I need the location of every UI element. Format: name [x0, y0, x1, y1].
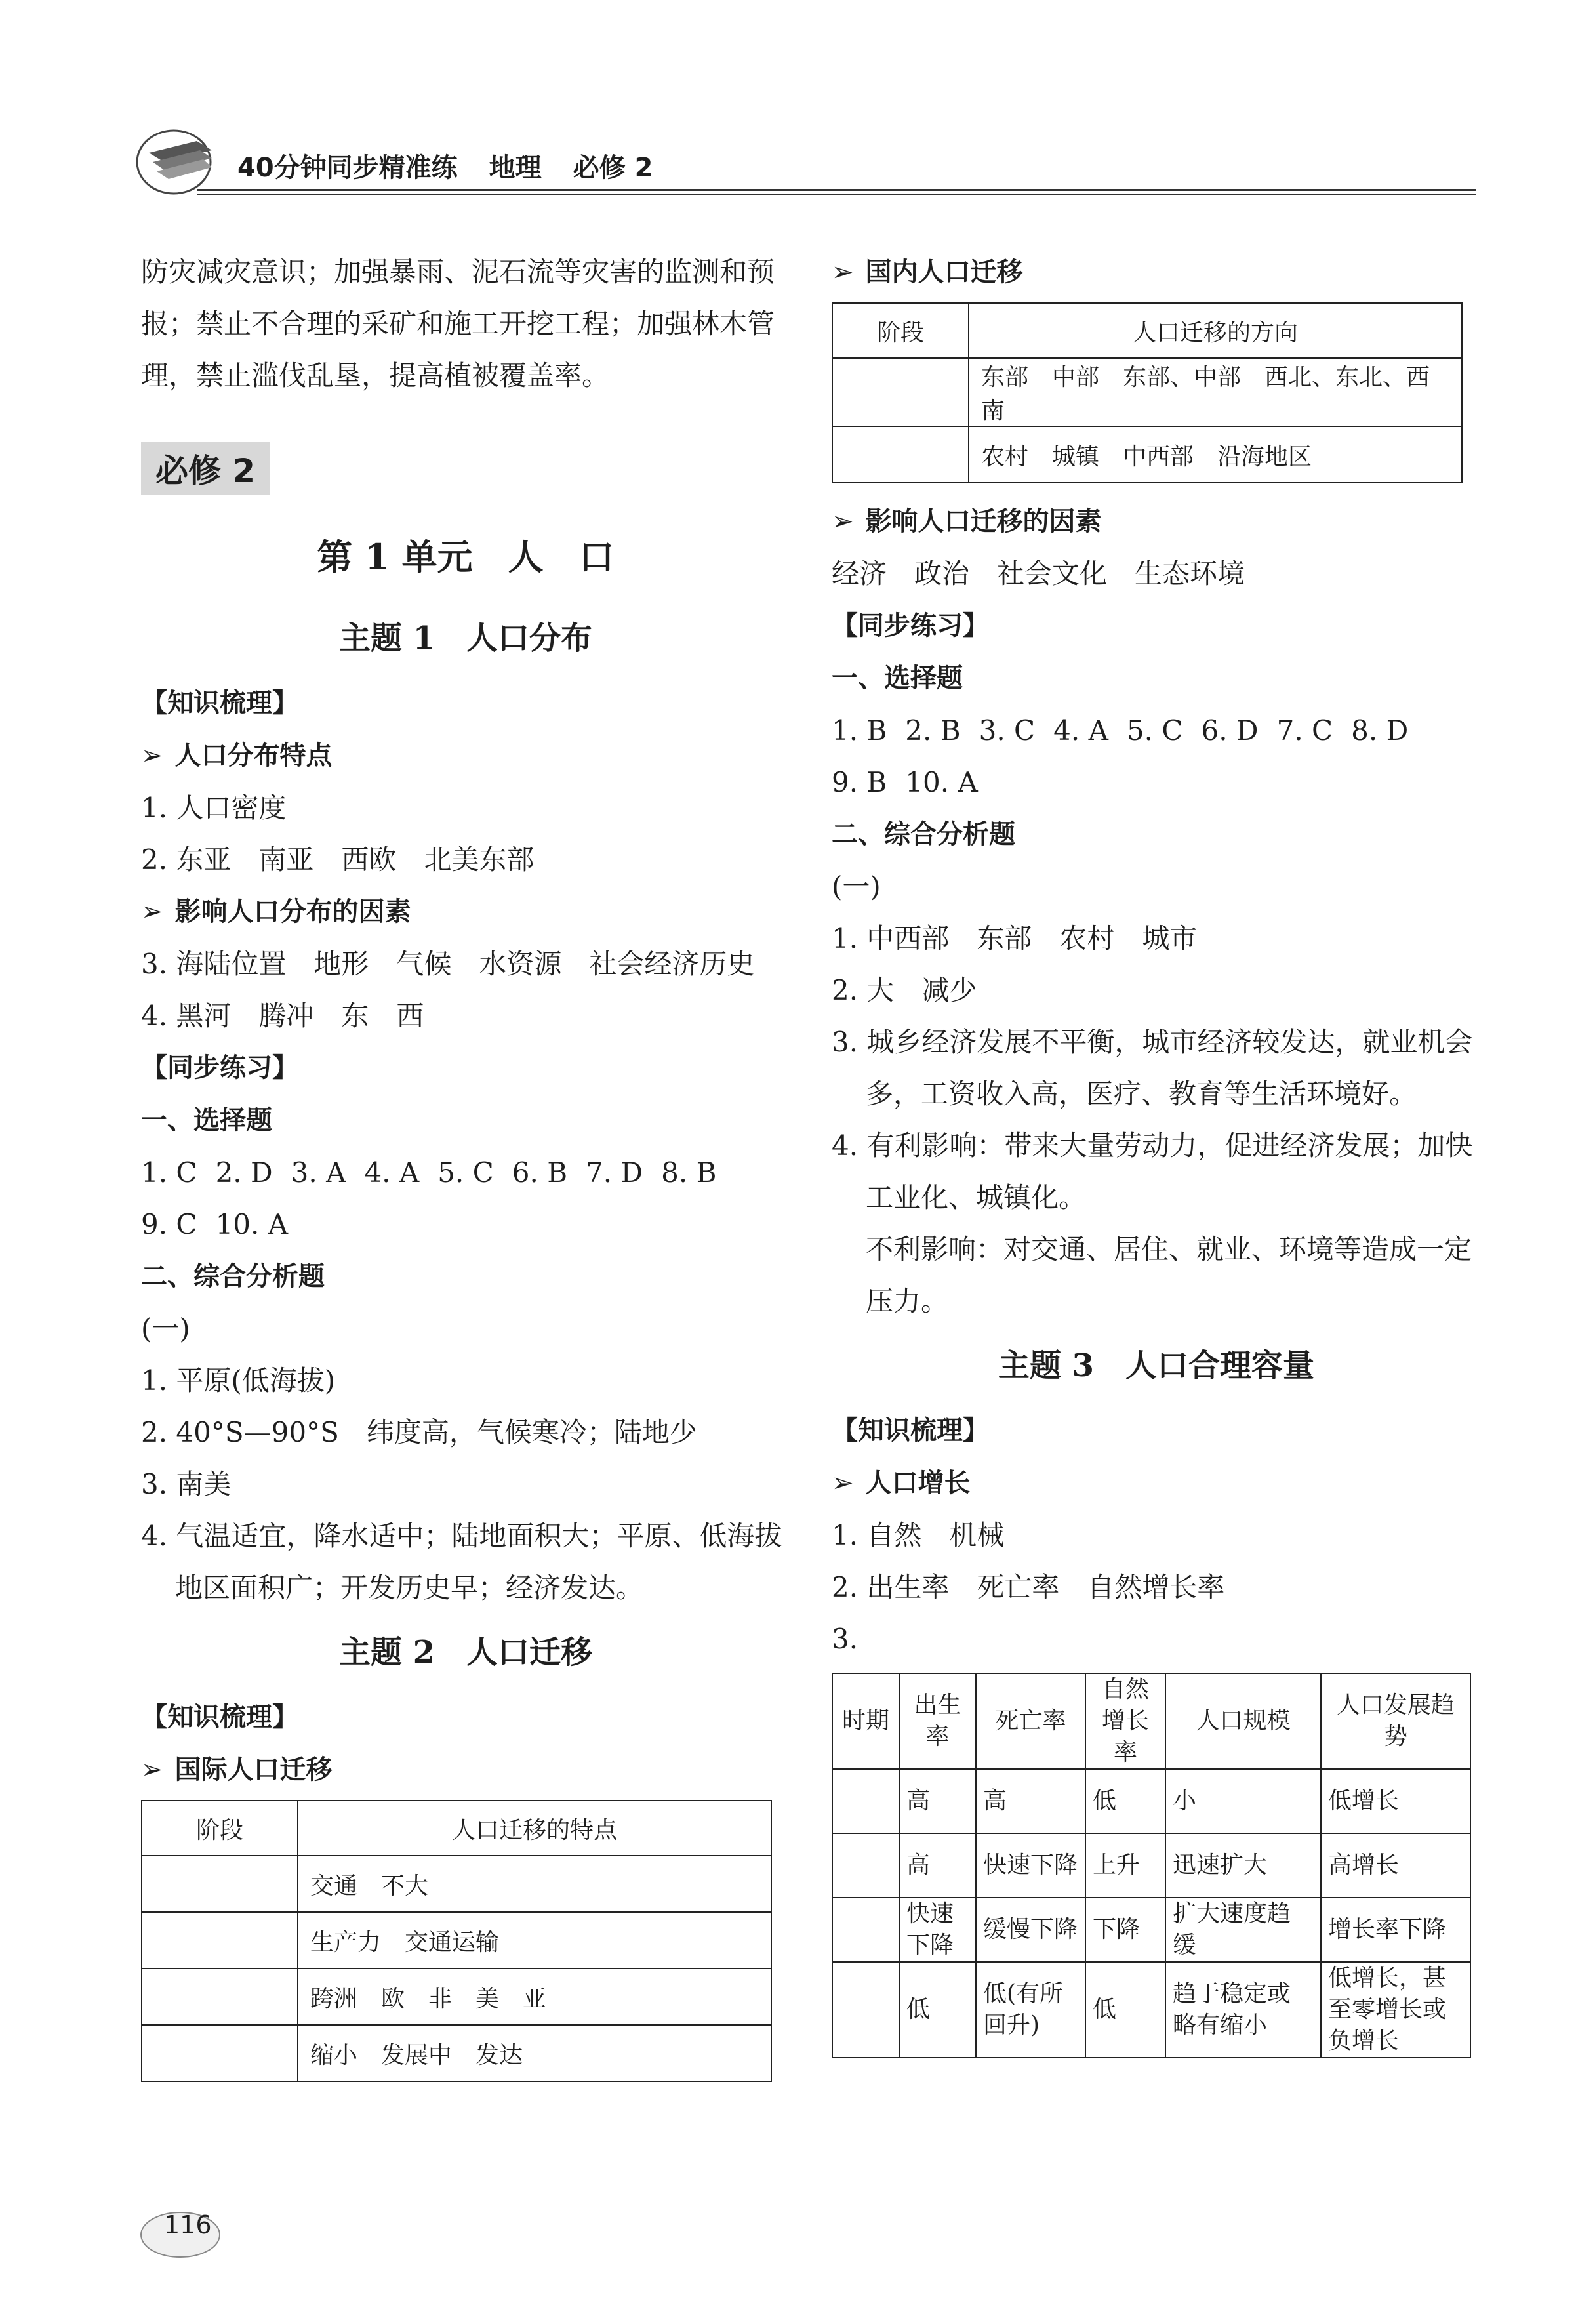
table-row	[832, 426, 1462, 483]
topic-1-title: 主题 1 人口分布	[338, 620, 593, 657]
bullet-international-migration: ➢ 国际人口迁移	[141, 1743, 790, 1796]
answer-g1: 1. 自然 机械	[832, 1519, 1005, 1551]
answer-a2: 2. 大 减少	[832, 974, 977, 1006]
table-header: 阶段	[142, 1801, 298, 1856]
topic-2-title: 主题 2 人口迁移	[338, 1634, 593, 1671]
table-cell: 上升	[1085, 1833, 1165, 1898]
choice-answer: 9. B	[832, 766, 887, 798]
topic-3-title: 主题 3 人口合理容量	[998, 1347, 1315, 1384]
choice-answers-row-1	[832, 704, 1481, 756]
table-cell: 趋于稳定或略有缩小	[1165, 1962, 1321, 2058]
table-cell: 迅速扩大	[1165, 1833, 1321, 1898]
table-header: 人口迁移的方向	[969, 303, 1462, 358]
table-cell: 跨洲 欧 非 美 亚	[298, 1968, 771, 2025]
table-cell	[832, 1833, 899, 1898]
choice-answer: 1. C	[141, 1156, 197, 1189]
domestic-migration-table	[832, 302, 1463, 483]
table-row	[142, 1856, 771, 1912]
answer-g3: 3.	[832, 1623, 859, 1655]
choice-answer: 5. C	[437, 1156, 494, 1189]
book-logo-icon	[134, 121, 223, 197]
choice-answer: 3. A	[291, 1156, 346, 1189]
bullet-population-growth: ➢ 人口增长	[832, 1457, 1481, 1509]
choice-answer: 4. A	[1053, 714, 1108, 746]
table-cell: 高	[899, 1769, 976, 1833]
choice-answer: 2. B	[905, 714, 961, 746]
answer-a4-negative: 不利影响：对交通、居住、就业、环境等造成一定压力。	[866, 1233, 1472, 1317]
table-cell: 农村 城镇 中西部 沿海地区	[969, 426, 1462, 483]
migration-factors: 经济 政治 社会文化 生态环境	[832, 558, 1245, 590]
table-cell: 缩小 发展中 发达	[298, 2025, 771, 2081]
table-cell: 快速下降	[976, 1833, 1085, 1898]
header-rule	[197, 189, 1476, 191]
page-number: 116	[164, 2211, 212, 2239]
table-cell: 高增长	[1321, 1833, 1470, 1898]
choice-answer: 5. C	[1126, 714, 1183, 746]
analysis-section-title: 二、综合分析题	[832, 819, 1015, 849]
choice-answer: 1. B	[832, 714, 887, 746]
table-cell: 高	[899, 1833, 976, 1898]
answer-a3: 3. 南美	[141, 1468, 232, 1500]
table-header: 死亡率	[976, 1673, 1085, 1769]
table-cell: 交通 不大	[298, 1856, 771, 1912]
population-growth-table	[832, 1673, 1471, 2058]
practice-heading: 【同步练习】	[832, 611, 989, 641]
choice-answer: 2. D	[215, 1156, 273, 1189]
table-cell	[832, 1769, 899, 1833]
table-cell: 小	[1165, 1769, 1321, 1833]
answer-k4: 4. 黑河 腾冲 东 西	[141, 1000, 424, 1032]
table-cell: 增长率下降	[1321, 1898, 1470, 1962]
table-row	[832, 1769, 1470, 1833]
table-cell: 东部 中部 东部、中部 西北、东北、西南	[969, 358, 1462, 426]
table-cell: 下降	[1085, 1898, 1165, 1962]
choice-answer: 6. D	[1201, 714, 1259, 746]
table-cell: 低(有所回升)	[976, 1962, 1085, 2058]
choice-answer: 7. D	[586, 1156, 643, 1189]
table-header: 人口迁移的特点	[298, 1801, 771, 1856]
header-rule-thin	[197, 194, 1476, 195]
choice-answer: 8. B	[661, 1156, 717, 1189]
part-label: (一)	[832, 870, 881, 903]
analysis-section-title: 二、综合分析题	[141, 1261, 325, 1292]
table-row	[832, 358, 1462, 426]
choice-answer: 9. C	[141, 1208, 197, 1240]
choice-answer: 10. A	[215, 1208, 289, 1240]
choice-answer: 8. D	[1351, 714, 1409, 746]
table-row	[142, 1968, 771, 2025]
running-header	[237, 147, 684, 184]
table-cell	[832, 1898, 899, 1962]
choice-answer: 7. C	[1276, 714, 1333, 746]
table-cell: 缓慢下降	[976, 1898, 1085, 1962]
table-cell: 生产力 交通运输	[298, 1912, 771, 1968]
knowledge-heading: 【知识梳理】	[141, 688, 298, 718]
table-cell	[832, 1962, 899, 2058]
bullet-migration-factors: ➢ 影响人口迁移的因素	[832, 495, 1481, 548]
answer-a2: 2. 40°S—90°S 纬度高，气候寒冷；陆地少	[141, 1416, 697, 1448]
table-header: 人口发展趋势	[1321, 1673, 1470, 1769]
answer-a4: 4. 气温适宜，降水适中；陆地面积大；平原、低海拔地区面积广；开发历史早；经济发达。	[141, 1520, 782, 1604]
choice-answer: 6. B	[512, 1156, 568, 1189]
choice-section-title: 一、选择题	[141, 1105, 272, 1135]
volume-badge: 必修 2	[141, 442, 270, 495]
table-cell: 低增长	[1321, 1769, 1470, 1833]
choice-answers-row-2	[141, 1198, 790, 1250]
answer-a3: 3. 城乡经济发展不平衡，城市经济较发达，就业机会多，工资收入高，医疗、教育等生活环境好。	[832, 1026, 1473, 1110]
unit-title: 第 1 单元 人 口	[317, 536, 615, 578]
answer-a1: 1. 平原(低海拔)	[141, 1364, 336, 1396]
subject-label: 地理	[489, 153, 542, 183]
bullet-domestic-migration: ➢ 国内人口迁移	[832, 246, 1481, 298]
answer-a1: 1. 中西部 东部 农村 城市	[832, 922, 1198, 954]
series-title: 40分钟同步精准练	[237, 153, 458, 183]
table-cell: 低	[1085, 1769, 1165, 1833]
table-row	[142, 1912, 771, 1968]
table-cell: 快速下降	[899, 1898, 976, 1962]
knowledge-heading-3: 【知识梳理】	[832, 1416, 989, 1446]
answer-g2: 2. 出生率 死亡率 自然增长率	[832, 1571, 1225, 1603]
table-header: 人口规模	[1165, 1673, 1321, 1769]
volume-label: 必修 2	[573, 153, 653, 183]
table-cell: 低	[899, 1962, 976, 2058]
bullet-distribution-factors: ➢ 影响人口分布的因素	[141, 886, 790, 938]
answer-k2: 2. 东亚 南亚 西欧 北美东部	[141, 844, 535, 876]
choice-answers-row-1	[141, 1147, 790, 1198]
table-cell: 高	[976, 1769, 1085, 1833]
table-row	[832, 1833, 1470, 1898]
bullet-distribution-features: ➢ 人口分布特点	[141, 729, 790, 782]
answer-k1: 1. 人口密度	[141, 792, 287, 824]
international-migration-table	[141, 1800, 772, 2082]
table-row	[142, 2025, 771, 2081]
table-cell: 扩大速度趋缓	[1165, 1898, 1321, 1962]
part-label: (一)	[141, 1313, 190, 1345]
table-cell: 低增长，甚至零增长或负增长	[1321, 1962, 1470, 2058]
table-header: 出生率	[899, 1673, 976, 1769]
practice-heading: 【同步练习】	[141, 1053, 298, 1083]
table-row	[832, 1898, 1470, 1962]
table-header-row	[832, 1673, 1470, 1769]
choice-answer: 3. C	[979, 714, 1036, 746]
knowledge-heading-2: 【知识梳理】	[141, 1702, 298, 1732]
answer-k3: 3. 海陆位置 地形 气候 水资源 社会经济历史	[141, 948, 755, 980]
table-row	[832, 1962, 1470, 2058]
right-column	[832, 246, 1481, 2058]
left-column	[141, 246, 790, 2094]
answer-a4: 4. 有利影响：带来大量劳动力，促进经济发展；加快工业化、城镇化。	[832, 1130, 1473, 1213]
table-header: 自然增长率	[1085, 1673, 1165, 1769]
choice-answer: 4. A	[364, 1156, 420, 1189]
table-cell: 低	[1085, 1962, 1165, 2058]
table-header: 阶段	[832, 303, 969, 358]
choice-answers-row-2	[832, 756, 1481, 808]
choice-answer: 10. A	[905, 766, 978, 798]
intro-paragraph: 防灾减灾意识；加强暴雨、泥石流等灾害的监测和预报；禁止不合理的采矿和施工开挖工程；加强林木管理，禁止滥伐乱垦，提高植被覆盖率。	[141, 256, 775, 392]
choice-section-title: 一、选择题	[832, 663, 963, 693]
table-header: 时期	[832, 1673, 899, 1769]
